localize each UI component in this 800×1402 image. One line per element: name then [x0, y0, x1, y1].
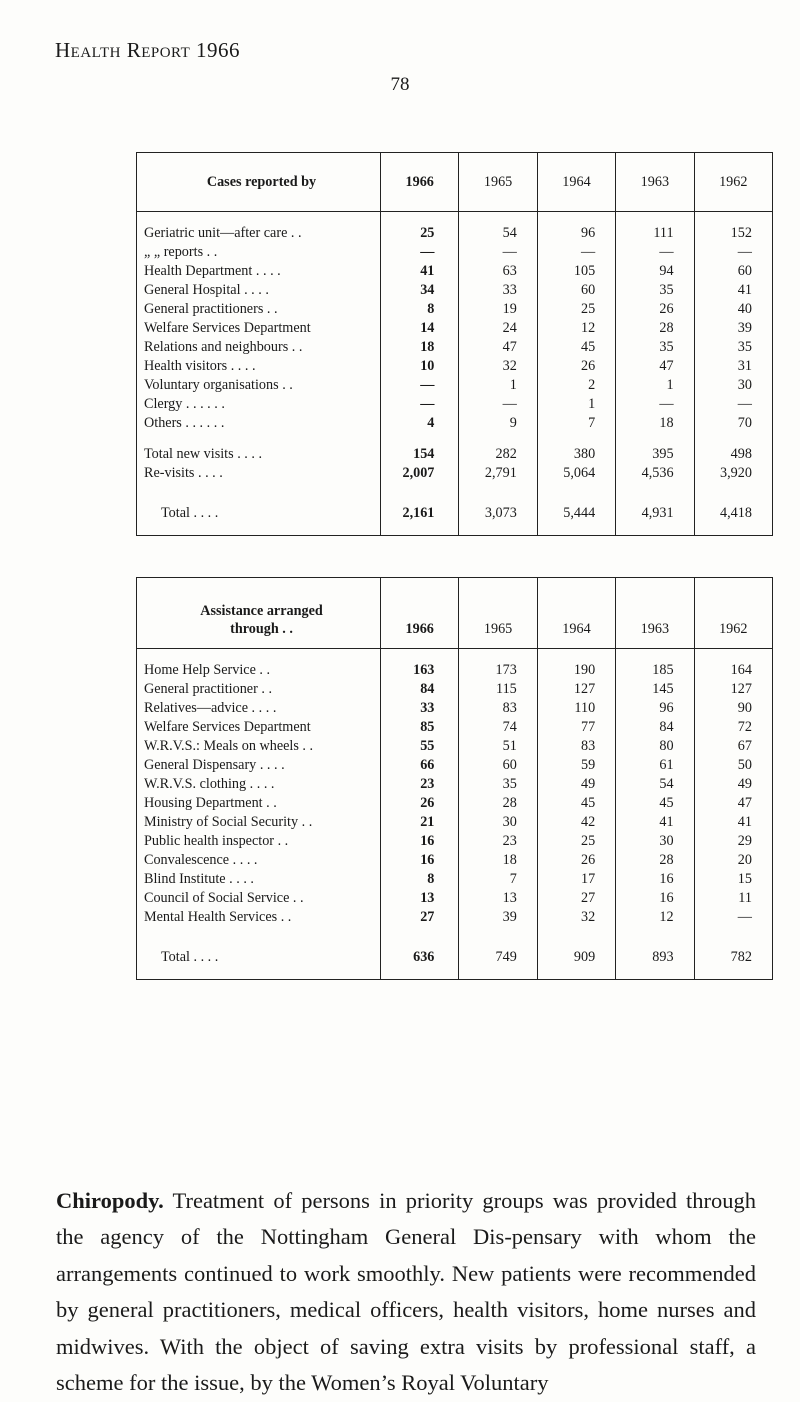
value-cell: 12: [616, 908, 694, 927]
value-cell: 749: [459, 939, 537, 980]
value-cell: 33: [459, 281, 537, 300]
spacer-cell: [381, 927, 459, 939]
total-row: [137, 939, 773, 980]
value-cell: 127: [694, 680, 772, 699]
value-cell-1966: 14: [381, 319, 459, 338]
value-cell: —: [694, 243, 772, 262]
value-cell-1966: 27: [381, 908, 459, 927]
value-cell: 26: [616, 300, 694, 319]
value-cell: 26: [537, 357, 615, 376]
column-header-year: 1966: [381, 153, 459, 212]
spacer-cell: [537, 483, 615, 495]
value-cell: 28: [616, 319, 694, 338]
spacer-cell: [137, 927, 381, 939]
value-cell: 152: [694, 224, 772, 243]
row-label: Clergy . . . . . .: [137, 395, 381, 414]
value-cell: 29: [694, 832, 772, 851]
value-cell: 893: [616, 939, 694, 980]
value-cell: 7: [537, 414, 615, 433]
value-cell-1966: 33: [381, 699, 459, 718]
table-row: [137, 224, 773, 243]
value-cell: 59: [537, 756, 615, 775]
table-row: [137, 680, 773, 699]
row-label: Housing Department . .: [137, 794, 381, 813]
value-cell: 1: [537, 395, 615, 414]
table-row: [137, 756, 773, 775]
value-cell: 28: [616, 851, 694, 870]
value-cell: 49: [694, 775, 772, 794]
row-label: Relatives—advice . . . .: [137, 699, 381, 718]
table-row: [137, 851, 773, 870]
value-cell: 25: [537, 300, 615, 319]
row-label: Voluntary organisations . .: [137, 376, 381, 395]
value-cell: 16: [616, 889, 694, 908]
value-cell: 2: [537, 376, 615, 395]
table-row: [137, 281, 773, 300]
value-cell: 164: [694, 661, 772, 680]
spacer-cell: [694, 927, 772, 939]
value-cell-1966: 34: [381, 281, 459, 300]
page-number: 78: [390, 74, 410, 95]
row-label: General Dispensary . . . .: [137, 756, 381, 775]
row-label: Geriatric unit—after care . .: [137, 224, 381, 243]
table-header-row: [137, 153, 773, 212]
row-label: General practitioner . .: [137, 680, 381, 699]
value-cell-1966: 163: [381, 661, 459, 680]
spacer-row: [137, 649, 773, 662]
row-label: W.R.V.S.: Meals on wheels . .: [137, 737, 381, 756]
row-label: „ „ reports . .: [137, 243, 381, 262]
value-cell: 19: [459, 300, 537, 319]
row-label: Convalescence . . . .: [137, 851, 381, 870]
spacer-cell: [616, 483, 694, 495]
column-header-year: 1962: [694, 153, 772, 212]
value-cell: 395: [616, 445, 694, 464]
value-cell: 90: [694, 699, 772, 718]
value-cell: 63: [459, 262, 537, 281]
value-cell: 96: [537, 224, 615, 243]
column-header-year: 1965: [459, 153, 537, 212]
value-cell-1966: 25: [381, 224, 459, 243]
row-label: Home Help Service . .: [137, 661, 381, 680]
value-cell: 3,920: [694, 464, 772, 483]
value-cell: 47: [616, 357, 694, 376]
value-cell: —: [616, 243, 694, 262]
spacer-cell: [137, 649, 381, 662]
table-row: [137, 832, 773, 851]
value-cell: 77: [537, 718, 615, 737]
table-row: [137, 718, 773, 737]
table-row: [137, 889, 773, 908]
value-cell-1966: 10: [381, 357, 459, 376]
column-header-year: 1964: [537, 153, 615, 212]
value-cell: —: [616, 395, 694, 414]
value-cell: 47: [694, 794, 772, 813]
spacer-cell: [616, 433, 694, 445]
value-cell-1966: 16: [381, 851, 459, 870]
value-cell-1966: 41: [381, 262, 459, 281]
table-row: [137, 775, 773, 794]
value-cell: 30: [694, 376, 772, 395]
value-cell: 4,418: [694, 495, 772, 536]
header-line-2: through . .: [230, 621, 293, 637]
table-row: [137, 395, 773, 414]
spacer-cell: [381, 212, 459, 225]
value-cell: 70: [694, 414, 772, 433]
spacer-cell: [381, 483, 459, 495]
value-cell-1966: 84: [381, 680, 459, 699]
spacer-cell: [137, 433, 381, 445]
value-cell: 26: [537, 851, 615, 870]
spacer-cell: [694, 433, 772, 445]
value-cell: 1: [459, 376, 537, 395]
value-cell: 60: [694, 262, 772, 281]
value-cell: 35: [616, 281, 694, 300]
value-cell-1966: 4: [381, 414, 459, 433]
value-cell: 15: [694, 870, 772, 889]
spacer-row: [137, 433, 773, 445]
header-line-1: Assistance arranged: [200, 603, 323, 619]
value-cell-1966: 16: [381, 832, 459, 851]
column-header-year: 1966: [381, 578, 459, 649]
value-cell-1966: 8: [381, 300, 459, 319]
value-cell: 115: [459, 680, 537, 699]
table-row: [137, 338, 773, 357]
value-cell-1966: 18: [381, 338, 459, 357]
row-label: Total . . . .: [137, 939, 381, 980]
row-label: Blind Institute . . . .: [137, 870, 381, 889]
value-cell-1966: 636: [381, 939, 459, 980]
value-cell: 3,073: [459, 495, 537, 536]
value-cell: 13: [459, 889, 537, 908]
value-cell-1966: 23: [381, 775, 459, 794]
spacer-cell: [616, 649, 694, 662]
spacer-cell: [459, 483, 537, 495]
row-label: Welfare Services Department: [137, 718, 381, 737]
value-cell: 1: [616, 376, 694, 395]
spacer-cell: [459, 927, 537, 939]
spacer-cell: [537, 433, 615, 445]
table-row: [137, 813, 773, 832]
spacer-cell: [137, 212, 381, 225]
table-row: [137, 357, 773, 376]
value-cell: 5,444: [537, 495, 615, 536]
value-cell: 23: [459, 832, 537, 851]
table-row: [137, 300, 773, 319]
value-cell: 5,064: [537, 464, 615, 483]
value-cell: 35: [694, 338, 772, 357]
value-cell: 782: [694, 939, 772, 980]
value-cell: 12: [537, 319, 615, 338]
value-cell: 25: [537, 832, 615, 851]
value-cell: 110: [537, 699, 615, 718]
column-header-year: 1963: [616, 153, 694, 212]
table-row: [137, 661, 773, 680]
value-cell: 41: [616, 813, 694, 832]
spacer-cell: [459, 433, 537, 445]
paragraph-text: Treatment of persons in priority groups was provided through the agency of the Nottingham General Dis-pensary with whom the arrangements continued to work smoothly. New patients were recommended by general practitioners, medical officers, health visitors, home nurses and midwives. With the object of saving extra visits by professional staff, a scheme for the issue, by the Women’s Royal Voluntary: [56, 1187, 757, 1395]
value-cell: 96: [616, 699, 694, 718]
value-cell: 54: [459, 224, 537, 243]
value-cell-1966: 154: [381, 445, 459, 464]
value-cell-1966: 66: [381, 756, 459, 775]
value-cell: 2,791: [459, 464, 537, 483]
value-cell: 380: [537, 445, 615, 464]
spacer-cell: [616, 212, 694, 225]
value-cell-1966: 2,161: [381, 495, 459, 536]
spacer-row: [137, 927, 773, 939]
table-row: [137, 262, 773, 281]
value-cell: 18: [616, 414, 694, 433]
value-cell: 20: [694, 851, 772, 870]
value-cell: —: [459, 243, 537, 262]
spacer-cell: [381, 433, 459, 445]
table-row: [137, 464, 773, 483]
row-label: Public health inspector . .: [137, 832, 381, 851]
spacer-cell: [459, 212, 537, 225]
table-row: [137, 243, 773, 262]
value-cell: —: [694, 908, 772, 927]
row-label: Ministry of Social Security . .: [137, 813, 381, 832]
value-cell-1966: 85: [381, 718, 459, 737]
value-cell: 11: [694, 889, 772, 908]
column-header-year: 1965: [459, 578, 537, 649]
table-row: [137, 699, 773, 718]
value-cell: 45: [537, 794, 615, 813]
value-cell: 28: [459, 794, 537, 813]
spacer-cell: [694, 212, 772, 225]
value-cell: 17: [537, 870, 615, 889]
value-cell: 7: [459, 870, 537, 889]
table-row: [137, 870, 773, 889]
value-cell-1966: 55: [381, 737, 459, 756]
paragraph-heading: Chiropody.: [56, 1187, 164, 1213]
spacer-cell: [537, 927, 615, 939]
row-label: Council of Social Service . .: [137, 889, 381, 908]
row-label: Welfare Services Department: [137, 319, 381, 338]
value-cell: 94: [616, 262, 694, 281]
table-row: [137, 908, 773, 927]
value-cell-1966: —: [381, 395, 459, 414]
row-label: General Hospital . . . .: [137, 281, 381, 300]
value-cell: 173: [459, 661, 537, 680]
value-cell: 67: [694, 737, 772, 756]
value-cell-1966: —: [381, 376, 459, 395]
spacer-row: [137, 483, 773, 495]
total-row: [137, 495, 773, 536]
value-cell: 145: [616, 680, 694, 699]
row-label: Relations and neighbours . .: [137, 338, 381, 357]
value-cell: 4,931: [616, 495, 694, 536]
value-cell: 32: [537, 908, 615, 927]
value-cell: 4,536: [616, 464, 694, 483]
value-cell-1966: 13: [381, 889, 459, 908]
column-header-year: 1963: [616, 578, 694, 649]
spacer-cell: [381, 649, 459, 662]
value-cell: —: [694, 395, 772, 414]
value-cell: 16: [616, 870, 694, 889]
value-cell: 909: [537, 939, 615, 980]
row-label: Total . . . .: [137, 495, 381, 536]
value-cell: 60: [459, 756, 537, 775]
column-header-label: [137, 578, 381, 649]
value-cell: 9: [459, 414, 537, 433]
value-cell: 18: [459, 851, 537, 870]
row-label: W.R.V.S. clothing . . . .: [137, 775, 381, 794]
value-cell: 41: [694, 281, 772, 300]
column-header-year: 1962: [694, 578, 772, 649]
value-cell: 27: [537, 889, 615, 908]
value-cell: 127: [537, 680, 615, 699]
row-label: Health Department . . . .: [137, 262, 381, 281]
table-row: [137, 737, 773, 756]
table-header-row: [137, 578, 773, 649]
row-label: Re-visits . . . .: [137, 464, 381, 483]
row-label: Others . . . . . .: [137, 414, 381, 433]
value-cell: 74: [459, 718, 537, 737]
value-cell: 111: [616, 224, 694, 243]
running-head: Health Report 1966: [55, 38, 241, 62]
value-cell: 84: [616, 718, 694, 737]
value-cell: 30: [616, 832, 694, 851]
value-cell: 45: [616, 794, 694, 813]
assistance-arranged-table: [136, 577, 773, 980]
value-cell-1966: 21: [381, 813, 459, 832]
table-row: [137, 414, 773, 433]
value-cell: —: [459, 395, 537, 414]
value-cell: 83: [459, 699, 537, 718]
table-row: [137, 376, 773, 395]
value-cell: 41: [694, 813, 772, 832]
spacer-cell: [137, 483, 381, 495]
table-row: [137, 794, 773, 813]
value-cell: 40: [694, 300, 772, 319]
value-cell: 83: [537, 737, 615, 756]
spacer-cell: [459, 649, 537, 662]
column-header-label: Cases reported by: [137, 153, 381, 212]
value-cell-1966: 2,007: [381, 464, 459, 483]
table-row: [137, 445, 773, 464]
value-cell: 498: [694, 445, 772, 464]
value-cell: 51: [459, 737, 537, 756]
value-cell: 185: [616, 661, 694, 680]
chiropody-paragraph: [56, 1183, 756, 1402]
value-cell: 45: [537, 338, 615, 357]
value-cell: 39: [694, 319, 772, 338]
value-cell: 35: [616, 338, 694, 357]
value-cell: 30: [459, 813, 537, 832]
value-cell: 80: [616, 737, 694, 756]
value-cell: 35: [459, 775, 537, 794]
value-cell: 47: [459, 338, 537, 357]
value-cell: 49: [537, 775, 615, 794]
value-cell: 24: [459, 319, 537, 338]
value-cell: 61: [616, 756, 694, 775]
value-cell: 72: [694, 718, 772, 737]
value-cell-1966: —: [381, 243, 459, 262]
spacer-row: [137, 212, 773, 225]
value-cell-1966: 26: [381, 794, 459, 813]
value-cell: 32: [459, 357, 537, 376]
value-cell: 105: [537, 262, 615, 281]
value-cell: 31: [694, 357, 772, 376]
spacer-cell: [694, 483, 772, 495]
value-cell: 282: [459, 445, 537, 464]
row-label: Mental Health Services . .: [137, 908, 381, 927]
value-cell: 42: [537, 813, 615, 832]
spacer-cell: [616, 927, 694, 939]
table-row: [137, 319, 773, 338]
value-cell-1966: 8: [381, 870, 459, 889]
value-cell: 39: [459, 908, 537, 927]
spacer-cell: [537, 212, 615, 225]
spacer-cell: [537, 649, 615, 662]
value-cell: 190: [537, 661, 615, 680]
row-label: General practitioners . .: [137, 300, 381, 319]
value-cell: 54: [616, 775, 694, 794]
row-label: Total new visits . . . .: [137, 445, 381, 464]
value-cell: 60: [537, 281, 615, 300]
row-label: Health visitors . . . .: [137, 357, 381, 376]
column-header-year: 1964: [537, 578, 615, 649]
cases-reported-table: [136, 152, 773, 536]
spacer-cell: [694, 649, 772, 662]
value-cell: —: [537, 243, 615, 262]
value-cell: 50: [694, 756, 772, 775]
